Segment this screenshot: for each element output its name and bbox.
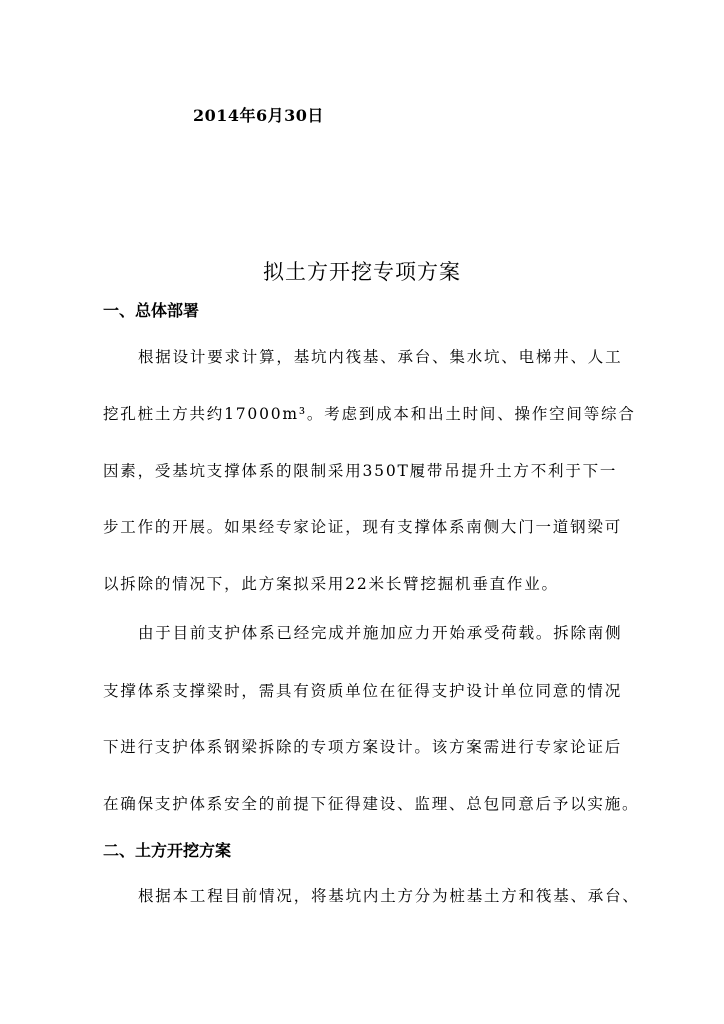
section-heading-excavation-plan: 二、土方开挖方案 — [103, 841, 232, 860]
paragraph-line: 下进行支护体系钢梁拆除的专项方案设计。该方案需进行专家论证后 — [103, 738, 623, 756]
paragraph-line: 以拆除的情况下，此方案拟采用22米长臂挖掘机垂直作业。 — [103, 575, 559, 593]
paragraph-line: 在确保支护体系安全的前提下征得建设、监理、总包同意后予以实施。 — [103, 795, 640, 813]
paragraph-line: 根据本工程目前情况，将基坑内土方分为桩基土方和筏基、承台、 — [138, 887, 640, 905]
paragraph-line: 由于目前支护体系已经完成并施加应力开始承受荷载。拆除南侧 — [138, 624, 623, 642]
paragraph-line: 根据设计要求计算，基坑内筏基、承台、集水坑、电梯井、人工 — [138, 348, 623, 366]
paragraph-line: 挖孔桩土方共约17000m³。考虑到成本和出土时间、操作空间等综合 — [103, 405, 636, 423]
section-heading-general-deployment: 一、总体部署 — [103, 301, 200, 320]
document-title: 拟土方开挖专项方案 — [263, 260, 461, 284]
paragraph-line: 支撑体系支撑梁时，需具有资质单位在征得支护设计单位同意的情况 — [103, 682, 623, 700]
paragraph-line: 因素，受基坑支撑体系的限制采用350T履带吊提升土方不利于下一 — [103, 462, 618, 480]
paragraph-line: 步工作的开展。如果经专家论证，现有支撑体系南侧大门一道钢梁可 — [103, 518, 623, 536]
document-date: 2014年6月30日 — [193, 106, 324, 125]
